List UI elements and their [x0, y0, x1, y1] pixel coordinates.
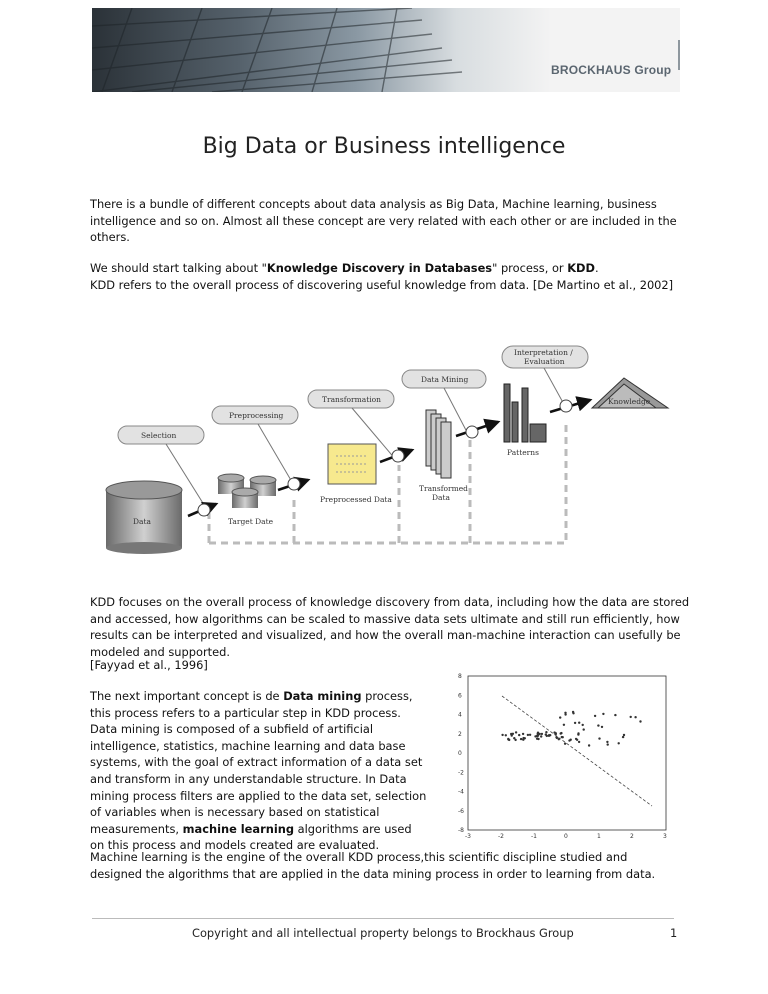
- node-label: Transformed: [419, 484, 468, 493]
- preprocessed-data-sheet: [328, 444, 376, 484]
- intro-paragraph: There is a bundle of different concepts about data analysis as Big Data, Machine learning, business intelligence and so on. Almost all these concept are very related with each other or are included in the others.: [90, 197, 677, 245]
- scatter-point: [541, 733, 543, 735]
- text-line: this process refers to a particular step in KDD process.: [90, 705, 401, 720]
- scatter-point: [558, 738, 560, 740]
- y-tick-label: -2: [458, 769, 464, 777]
- scatter-point: [634, 716, 636, 718]
- scatter-point: [540, 735, 542, 737]
- x-tick-label: -3: [465, 833, 471, 840]
- scatter-point: [548, 735, 550, 737]
- scatter-point: [578, 722, 580, 724]
- bold-term: KDD: [567, 261, 595, 275]
- scatter-point: [618, 742, 620, 744]
- step-label: Evaluation: [524, 357, 565, 366]
- scatter-point: [639, 720, 641, 722]
- scatter-point: [623, 734, 625, 736]
- scatter-point: [501, 734, 503, 736]
- node-label: Preprocessed Data: [320, 495, 392, 504]
- page-number: 1: [670, 926, 678, 940]
- scatter-point: [614, 714, 616, 716]
- scatter-point: [513, 737, 515, 739]
- building-facade-image: [92, 8, 680, 92]
- transformed-data-stack: [426, 410, 451, 478]
- scatter-point: [582, 724, 584, 726]
- node-label: Target Date: [228, 517, 274, 526]
- y-tick-label: 8: [458, 673, 462, 680]
- scatter-point: [578, 741, 580, 743]
- text-line: [90, 688, 435, 705]
- scatter-point: [522, 733, 524, 735]
- scatter-point: [601, 726, 603, 728]
- text-line: mining process filters are applied to the data set, selection: [90, 788, 427, 803]
- scatter-point: [555, 733, 557, 735]
- text-line: [90, 821, 435, 838]
- node-label: Patterns: [507, 448, 539, 457]
- scatter-point: [518, 734, 520, 736]
- scatter-point: [630, 716, 632, 718]
- page-title: Big Data or Business intelligence: [202, 134, 566, 159]
- text-run: algorithms are used: [294, 821, 412, 836]
- step-pill: [502, 346, 588, 368]
- text-line: and transform in any understandable structure. In Data: [90, 771, 407, 786]
- patterns-bars: [504, 384, 546, 442]
- scatter-point: [597, 724, 599, 726]
- step-pill: [212, 406, 298, 424]
- scatter-point: [598, 737, 600, 739]
- scatter-point: [564, 743, 566, 745]
- x-tick-label: 1: [597, 833, 601, 840]
- x-tick-label: -2: [498, 833, 504, 840]
- text-run: " process, or: [492, 261, 568, 275]
- bold-term: Knowledge Discovery in Databases: [266, 261, 493, 275]
- text-line: of variables when is necessary based on statistical: [90, 805, 380, 820]
- kdd-intro-paragraph: [90, 260, 690, 277]
- scatter-point: [537, 734, 539, 736]
- x-tick-label: -1: [531, 833, 537, 840]
- y-tick-label: -8: [458, 827, 464, 834]
- step-pill: [308, 390, 394, 408]
- scatter-point: [545, 731, 547, 733]
- scatter-point: [564, 713, 566, 715]
- text-run: The next important concept is de: [90, 689, 284, 703]
- scatter-point: [559, 716, 561, 718]
- footer-copyright: Copyright and all intellectual property belongs to Brockhaus Group: [192, 926, 574, 940]
- text-line: intelligence, statistics, machine learning and data base: [90, 738, 406, 753]
- y-tick-label: 0: [458, 750, 462, 757]
- scatter-point: [561, 736, 563, 738]
- target-data-cylinders: [218, 474, 276, 508]
- step-label: Transformation: [322, 395, 381, 404]
- y-tick-label: 6: [458, 692, 462, 700]
- step-pill: [402, 370, 486, 388]
- scatter-point: [574, 722, 576, 724]
- step-pill: [118, 426, 204, 444]
- scatter-plot: [458, 670, 670, 842]
- scatter-point: [515, 731, 517, 733]
- scatter-point: [607, 743, 609, 745]
- scatter-point: [512, 733, 514, 735]
- scatter-point: [588, 744, 590, 746]
- scatter-point: [537, 732, 539, 734]
- kdd-definition-paragraph: KDD refers to the overall process of discovering useful knowledge from data. [De Martino et al., 2002]: [90, 278, 674, 292]
- scatter-point: [606, 741, 608, 743]
- text-line: on this process and models created are evaluated.: [90, 838, 380, 853]
- scatter-point: [529, 734, 531, 736]
- y-tick-label: 4: [458, 711, 462, 719]
- node-label: Data: [133, 517, 151, 526]
- node-label: Knowledge: [608, 397, 651, 406]
- step-label: Selection: [141, 431, 177, 440]
- scatter-point: [575, 738, 577, 740]
- x-tick-label: 3: [663, 833, 667, 840]
- brockhaus-logo-icon: [678, 30, 680, 70]
- scatter-point: [583, 728, 585, 730]
- kdd-focus-paragraph: KDD focuses on the overall process of knowledge discovery from data, including how the data are stored and accessed, how algorithms can be scaled to massive data sets ultimate and still run efficiently, how results can be interpreted and visualized, and how the overall man-machine interaction can usefully be modeled and supported.: [90, 595, 690, 659]
- footer-divider: [92, 918, 674, 919]
- text-line: Data mining is composed of a subfield of artificial: [90, 722, 373, 737]
- scatter-point: [622, 736, 624, 738]
- scatter-point: [563, 724, 565, 726]
- scatter-point: [560, 732, 562, 734]
- scatter-point: [520, 738, 522, 740]
- y-tick-label: -6: [458, 807, 464, 815]
- scatter-point: [568, 739, 570, 741]
- machine-learning-paragraph: Machine learning is the engine of the overall KDD process,this scientific discipline studied and designed the algorithms that are applied in the data mining process in order to learning from data.: [90, 850, 656, 881]
- header-banner: [92, 8, 680, 92]
- node-label: Data: [432, 493, 450, 502]
- data-mining-paragraph: [90, 688, 435, 854]
- text-run: We should start talking about ": [90, 261, 267, 275]
- step-label: Preprocessing: [229, 411, 284, 420]
- scatter-point: [545, 733, 547, 735]
- step-label: Interpretation /: [514, 348, 573, 357]
- kdd-process-diagram: [96, 338, 676, 558]
- scatter-point: [527, 734, 529, 736]
- logo-text: BROCKHAUS Group: [551, 63, 672, 77]
- scatter-point: [505, 734, 507, 736]
- scatter-point: [572, 711, 574, 713]
- x-tick-label: 2: [630, 833, 634, 840]
- scatter-point: [522, 739, 524, 741]
- x-tick-label: 0: [564, 833, 568, 840]
- text-run: process,: [361, 689, 413, 703]
- citation-text: [Fayyad et al., 1996]: [90, 658, 208, 672]
- bold-term: machine learning: [182, 821, 294, 836]
- scatter-point: [602, 713, 604, 715]
- y-tick-label: -4: [458, 788, 464, 796]
- scatter-point: [508, 739, 510, 741]
- text-run: .: [594, 261, 599, 275]
- scatter-point: [577, 733, 579, 735]
- text-run: measurements,: [90, 821, 183, 836]
- scatter-point: [594, 715, 596, 717]
- bold-term: Data mining: [283, 689, 362, 703]
- step-label: Data Mining: [421, 375, 469, 384]
- text-line: systems, with the goal of extract information of a data set: [90, 755, 423, 770]
- scatter-point: [537, 738, 539, 740]
- y-tick-label: 2: [458, 730, 462, 738]
